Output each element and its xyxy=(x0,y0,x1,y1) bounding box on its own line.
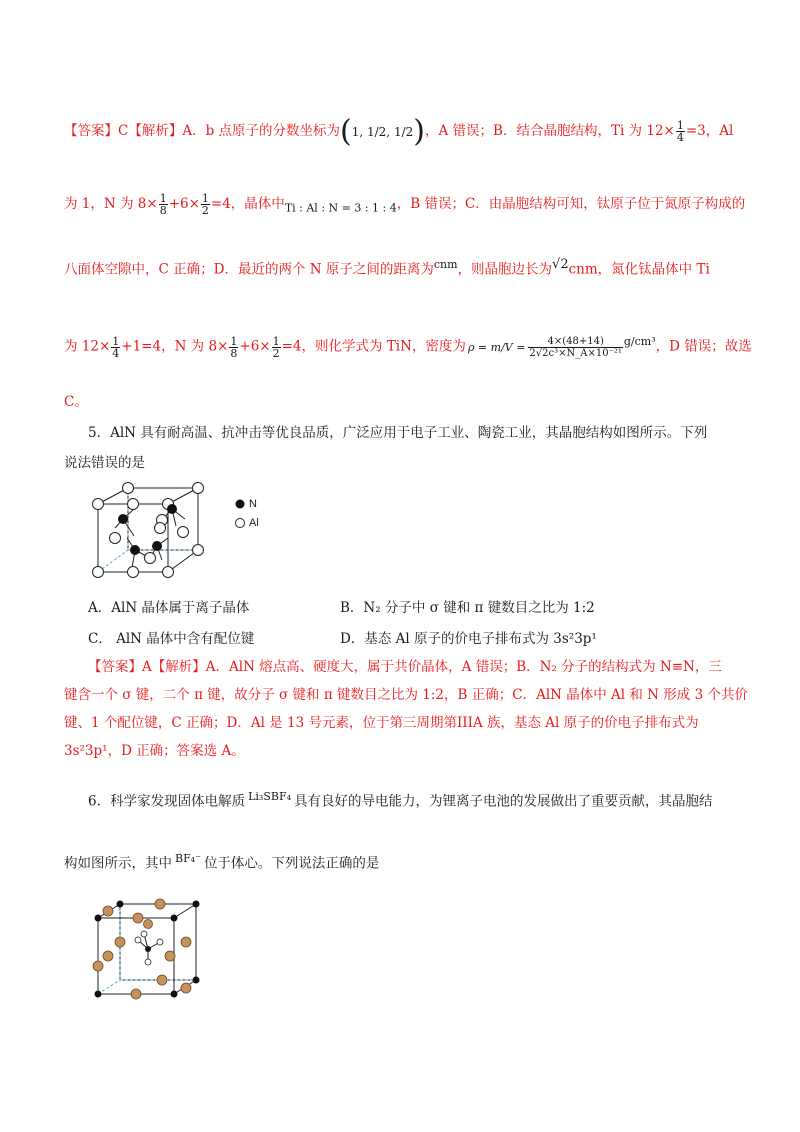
ans4-line4-a: 为 12× xyxy=(64,338,111,355)
frac-one-half: $\frac{1}{2}$ xyxy=(201,192,209,217)
ans4-line3-c: cnm，氮化钛晶体中 Ti xyxy=(568,261,710,278)
density-unit: g/cm³ xyxy=(623,335,656,348)
q5-answer-line4: 3s²3p¹，D 正确；答案选 A。 xyxy=(64,743,245,759)
ans4-line2 xyxy=(64,193,745,218)
ans4-line1-end: =3，Al xyxy=(685,123,734,139)
density-symbol: ρ = m/V = xyxy=(467,340,526,354)
ans4-line3-a: 八面体空隙中，C 正确；D．最近的两个 N 原子之间的距离为 xyxy=(64,261,434,278)
ans4-line5: C。 xyxy=(64,394,88,410)
q6-line1-b: 具有良好的导电能力，为锂离子电池的发展做出了重要贡献，其晶胞结 xyxy=(294,793,713,810)
frac-one-quarter: $\frac{1}{4}$ xyxy=(676,119,684,144)
cnm-symbol: cnm xyxy=(433,258,458,271)
ans4-line1-prefix: 【答案】C【解析】A．b 点原子的分数坐标为 xyxy=(64,123,341,139)
bf4-ion: BF₄⁻ xyxy=(175,852,201,865)
q6-stem-line1 xyxy=(88,788,713,811)
q5-answer-line3: 键、1 个配位键，C 正确；D．Al 是 13 号元素，位于第三周期第IIIA 族，基态 Al 原子的价电子排布式为 xyxy=(64,715,699,731)
frac-one-eighth: $\frac{1}{8}$ xyxy=(159,192,167,217)
ans4-line4 xyxy=(64,333,752,359)
sqrt-two: √2 xyxy=(552,257,569,272)
ans4-line4-e: ，D 错误；故选 xyxy=(655,338,752,355)
q6-stem-line2 xyxy=(64,850,379,873)
ans4-line2-b: +6× xyxy=(168,196,200,212)
q5-option-d: D．基态 Al 原子的价电子排布式为 3s²3p¹ xyxy=(340,631,597,647)
ans4-line1-mid: ，A 错误；B．结合晶胞结构，Ti 为 12× xyxy=(424,123,675,139)
ans4-line4-c: +6× xyxy=(239,338,271,355)
q5-option-c: C． AlN 晶体中含有配位键 xyxy=(88,631,255,647)
q6-line2-b: 位于体心。下列说法正确的是 xyxy=(203,855,380,872)
legend-n-label: N xyxy=(249,498,257,510)
q6-line2-a: 构如图所示，其中 xyxy=(64,855,172,872)
al-atoms xyxy=(93,483,204,578)
coord-values: 1, 1/2, 1/2 xyxy=(351,124,414,139)
frac-one-eighth-2: $\frac{1}{8}$ xyxy=(230,334,238,360)
frac-one-quarter-2: $\frac{1}{4}$ xyxy=(112,334,120,360)
ans4-line2-d: ，B 错误；C．由晶胞结构可知，钛原子位于氮原子构成的 xyxy=(396,196,746,212)
q5-stem-line1: 5．AlN 具有耐高温、抗冲击等优良品质，广泛应用于电子工业、陶瓷工业，其晶胞结构如图所示。下列 xyxy=(88,425,708,441)
density-fraction: $\frac{4\times(48+14)}{\text{2√2c³×N\_A×10⁻²¹}}$ xyxy=(529,335,622,359)
ratio-formula: Ti : Al : N = 3 : 1 : 4 xyxy=(284,201,397,215)
legend-al-label: Al xyxy=(249,517,259,529)
q5-option-b: B．N₂ 分子中 σ 键和 π 键数目之比为 1:2 xyxy=(340,600,595,616)
frac-one-half-2: $\frac{1}{2}$ xyxy=(272,334,280,360)
coord-paren: (1, 1/2, 1/2) xyxy=(340,113,425,149)
legend-al-marker xyxy=(236,519,245,528)
legend-n-marker xyxy=(236,500,245,509)
q5-answer-line1: 【答案】A【解析】A．AlN 熔点高、硬度大，属于共价晶体，A 错误；B．N₂ 分子的结构式为 N≡N，三 xyxy=(88,659,722,675)
ans4-line2-c: =4，晶体中 xyxy=(210,196,285,212)
ans4-line4-d: =4，则化学式为 TiN，密度为 xyxy=(281,338,466,355)
li-atoms xyxy=(93,899,191,999)
ans4-line4-b: +1=4，N 为 8× xyxy=(121,338,229,355)
bf4-cluster xyxy=(135,931,163,965)
aln-unit-cell-figure xyxy=(90,478,310,588)
q5-answer-line2: 键含一个 σ 键，二个 π 键，故分子 σ 键和 π 键数目之比为 1:2，B 正确；C．AlN 晶体中 Al 和 N 形成 3 个共价 xyxy=(64,687,748,703)
ans4-line1 xyxy=(64,113,734,149)
q6-line1-a: 6．科学家发现固体电解质 xyxy=(88,793,246,810)
ans4-line2-a: 为 1，N 为 8× xyxy=(64,196,158,212)
li3sbf4-formula: Li₃SBF₄ xyxy=(248,790,291,803)
q5-option-a: A．AlN 晶体属于离子晶体 xyxy=(88,600,250,616)
q5-stem-line2: 说法错误的是 xyxy=(64,455,145,471)
ans4-line3 xyxy=(64,256,710,279)
li3sbf4-unit-cell-figure xyxy=(92,896,212,1006)
ans4-line3-b: ，则晶胞边长为 xyxy=(457,261,553,278)
